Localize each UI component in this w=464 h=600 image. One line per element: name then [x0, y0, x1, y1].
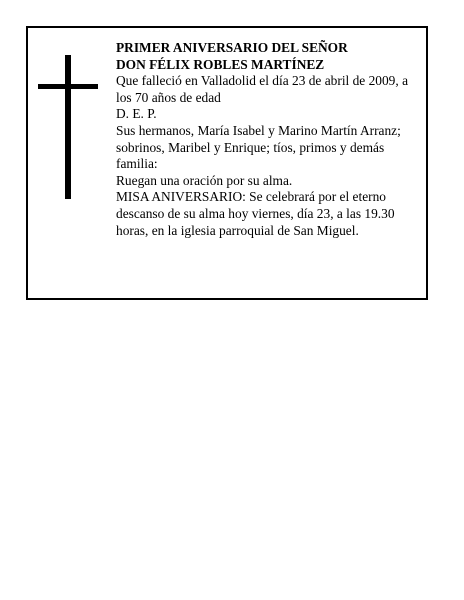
mass-details: MISA ANIVERSARIO: Se celebrará por el eterno descanso de su alma hoy viernes, día 23, a las 19.30 horas, en la iglesia parroquial de San Miguel. — [116, 189, 395, 238]
cross-icon — [38, 55, 98, 199]
death-info: Que falleció en Valladolid el día 23 de abril de 2009, a los 70 años de edad — [116, 73, 409, 105]
notice-heading-line-2: DON FÉLIX ROBLES MARTÍNEZ — [116, 56, 325, 72]
cross-horizontal-bar — [38, 84, 98, 89]
family-list: Sus hermanos, María Isabel y Marino Martín Arranz; sobrinos, Maribel y Enrique; tíos, primos y demás familia: — [116, 122, 401, 172]
dep-abbreviation: D. E. P. — [116, 106, 157, 122]
cross-vertical-bar — [65, 55, 71, 199]
obituary-notice — [26, 26, 428, 300]
prayer-request: Ruegan una oración por su alma. — [116, 172, 293, 188]
notice-heading-line-1: PRIMER ANIVERSARIO DEL SEÑOR — [116, 40, 348, 55]
notice-body — [116, 40, 418, 239]
